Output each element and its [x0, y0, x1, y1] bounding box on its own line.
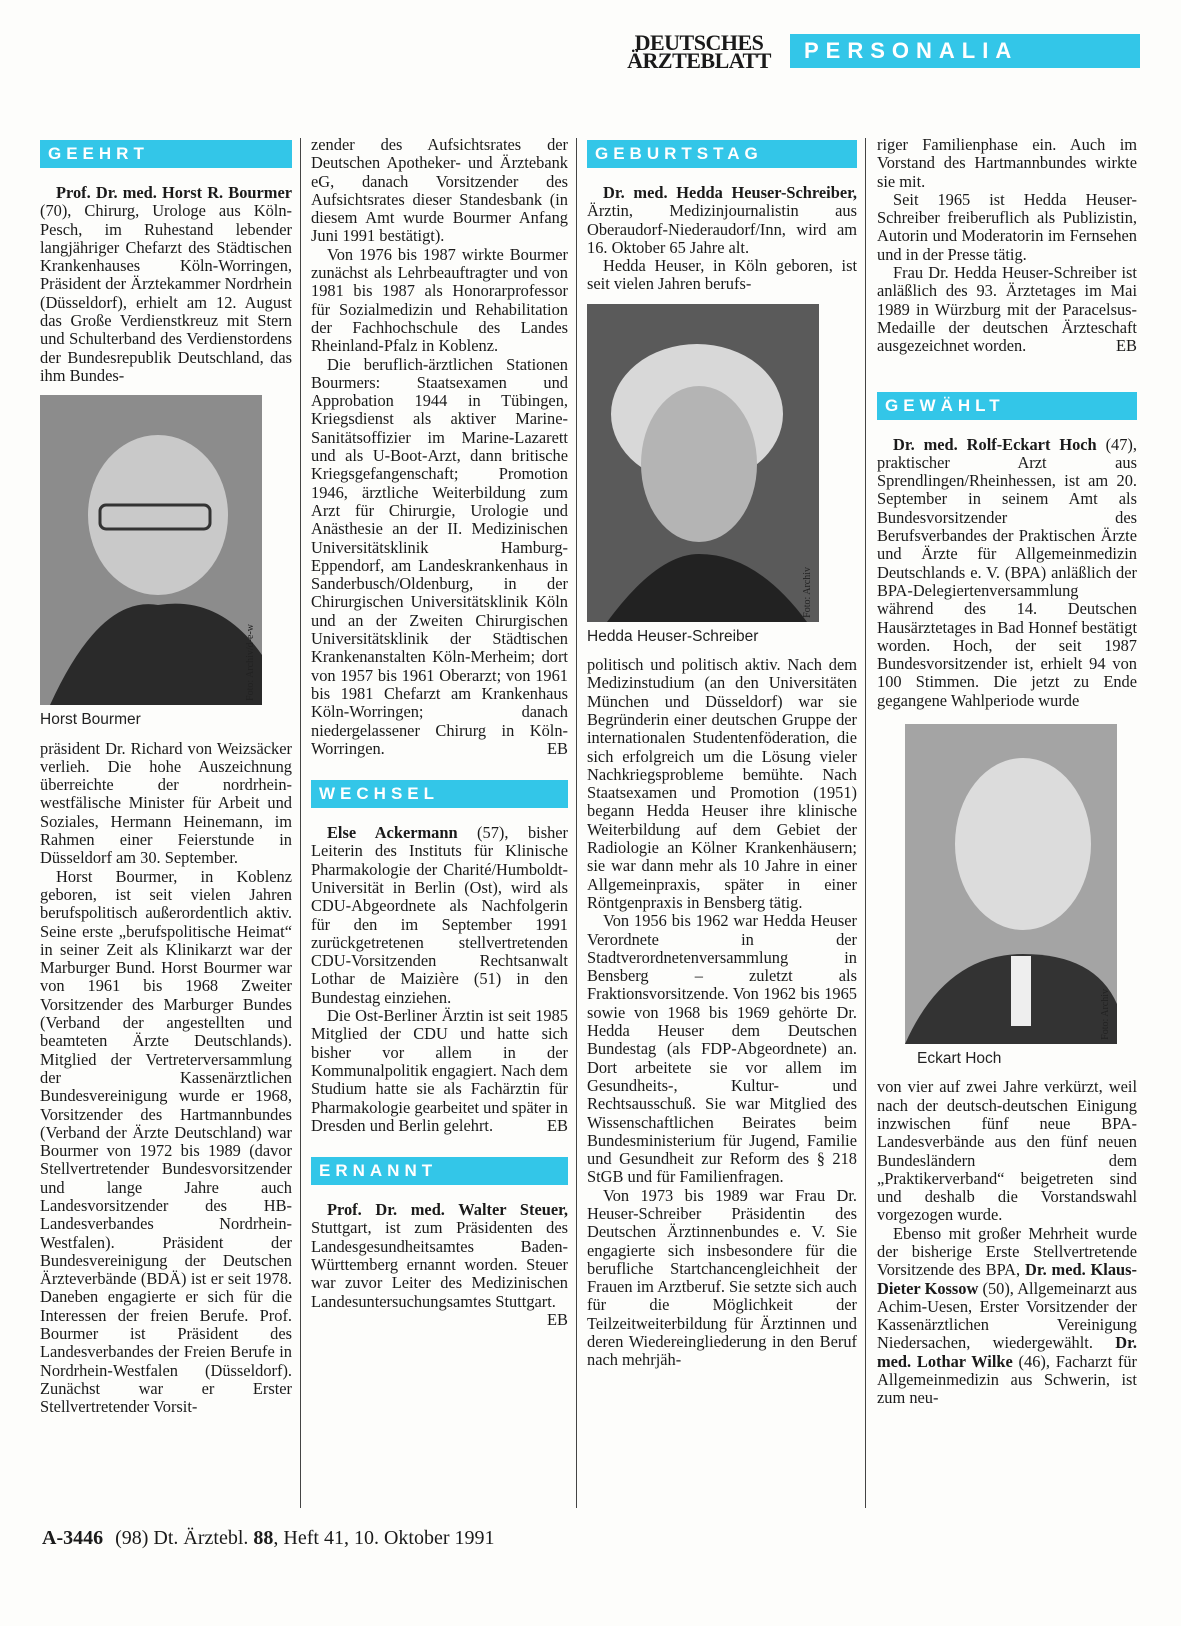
- paragraph: Else Ackermann (57), bisher Leiterin des Instituts für Klinische Pharmakologie der Charité/Humboldt-Universität in Berlin (Ost), wird als CDU-Abgeordnete als Nachfolgerin für den im September 1991 zurückgetretenen stellvertretenden CDU-Vorsitzenden Rechtsanwalt Lothar de Maizière (51) in den Bundestag einziehen.: [311, 823, 568, 1007]
- person-name: Dr. med. Hedda Heuser-Schreiber,: [603, 183, 857, 202]
- portrait-photo-bourmer: [40, 395, 262, 705]
- page-footer: [42, 1527, 494, 1550]
- paragraph: Prof. Dr. med. Horst R. Bourmer (70), Chirurg, Urologe aus Köln-Pesch, im Ruhestand lebender langjähriger Chefarzt des Städtischen Krankenhauses Köln-Worringen, Präsident der Ärztekammer Nordrhein (Düsseldorf), erhielt am 12. August das Große Verdienstkreuz mit Stern und Schulterband des Verdienstordens der Bundesrepublik Deutschland, das ihm Bundes-: [40, 183, 292, 385]
- journal-logo: [608, 30, 790, 73]
- column-2: [311, 136, 568, 1329]
- column-divider: [300, 138, 301, 1508]
- paragraph: Frau Dr. Hedda Heuser-Schreiber ist anläßlich des 93. Ärztetages im Mai 1989 in Würzburg mit der Paracelsus-Medaille der deutschen Ärzteschaft ausgezeichnet worden. EB: [877, 263, 1137, 356]
- paragraph: Die Ost-Berliner Ärztin ist seit 1985 Mitglied der CDU und hatte sich bisher vor allem in der Kommunalpolitik engagiert. Nach dem Studium hatte sie als Fachärztin für Pharmakologie gearbeitet und später in Dresden und Berlin gelehrt. EB: [311, 1006, 568, 1135]
- section-title: PERSONALIA: [790, 34, 1140, 68]
- author-sign: EB: [547, 1115, 568, 1135]
- paragraph: Von 1956 bis 1962 war Hedda Heuser Verordnete in der Stadtverordnetenversammlung in Bensberg – zuletzt als Fraktionsvorsitzende. Von 1962 bis 1965 sowie von 1968 bis 1969 gehörte Dr. Hedda Heuser dem Deutschen Bundestag (als FDP-Abgeordnete) an. Dort arbeitete sie vor allem im Gesundheits-, Kultur- und Rechtsausschuß. Sie war Mitglied des Wissenschaftlichen Beirates beim Bundesministerium für Jugend, Familie und Gesundheit zur Reform des § 218 StGB und für Familienfragen.: [587, 911, 857, 1187]
- photo-credit: Foto: Archiv: [801, 566, 813, 618]
- portrait-image: [40, 395, 262, 705]
- paragraph: Von 1973 bis 1989 war Frau Dr. Heuser-Schreiber Präsidentin des Deutschen Ärztinnenbundes e. V. Sie engagierte sich insbesondere für die berufliche Startchancengleichheit der Frauen im Arztberuf. Sie setzte sich auch für die Möglichkeit der Teilzeitweiterbildung für Ärztinnen und deren Wiedereingliederung in den Beruf nach mehrjäh-: [587, 1185, 857, 1370]
- paragraph: Horst Bourmer, in Koblenz geboren, ist seit vielen Jahren berufspolitisch außerordentlich aktiv. Seine erste „berufspolitische Heimat“ in seiner Zeit als Klinikarzt war der Marburger Bund. Horst Bourmer war von 1961 bis 1968 Zweiter Vorsitzender des Marburger Bundes (Verband der angestellten und beamteten Ärzte Deutschlands). Mitglied der Vertreterversammlung der Kassenärztlichen Bundesvereinigung wurde er 1968, Vorsitzender des Hartmannbundes (Verband der Ärzte Deutschland) war Bourmer von 1972 bis 1989 (davor Stellvertretender Bundesvorsitzender und lange Jahre auch Landesvorsitzender des HB-Landesverbandes Nordrhein-Westfalen). Präsident der Bundesvereinigung der Deutschen Ärzteverbände (BDÄ) ist er seit 1978. Daneben engagierte er sich für die Interessen der freien Berufe. Prof. Bourmer ist Präsident des Landesverbandes der Freien Berufe in Nordrhein-Westfalen (Düsseldorf). Zunächst war er Erster Stellvertretender Vorsit-: [40, 866, 292, 1417]
- masthead: [600, 30, 1145, 74]
- column-1: [40, 140, 292, 1417]
- column-divider: [576, 138, 577, 1508]
- paragraph: Ebenso mit großer Mehrheit wurde der bisherige Erste Stellvertretende Vorsitzende des BPA, Dr. med. Klaus-Dieter Kossow (50), Allgemeinarzt aus Achim-Uesen, Erster Vorsitzender der Kassenärztlichen Vereinigung Niedersachen, wiedergewählt. Dr. med. Lothar Wilke (46), Facharzt für Allgemeinmedizin aus Schwerin, ist zum neu-: [877, 1223, 1137, 1408]
- paragraph: Dr. med. Rolf-Eckart Hoch (47), praktischer Arzt aus Sprendlingen/Rheinhessen, ist am 20. September in seinem Amt als Bundesvorsitzender des Berufsverbandes der Praktischen Ärzte und Ärzte für Allgemeinmedizin Deutschlands e. V. (BPA) anläßlich der BPA-Delegiertenversammlung während des 14. Deutschen Hausärztetages in Bad Honnef bestätigt worden. Hoch, der seit 1987 Bundesvorsitzender ist, erhielt 94 von 100 Stimmen. Die jetzt zu Ende gegangene Wahlperiode wurde: [877, 434, 1137, 710]
- person-name: Else Ackermann: [327, 823, 458, 843]
- paragraph: von vier auf zwei Jahre verkürzt, weil nach der deutsch-deutschen Einigung inzwischen fünf neue BPA-Landesverbände aus den fünf neuen Bundesländern dem „Praktikerverband“ beigetreten sind und deshalb die Vorstandswahl vorgezogen wurde.: [877, 1077, 1137, 1225]
- paragraph: politisch und politisch aktiv. Nach dem Medizinstudium (an den Universitäten München und Düsseldorf) war sie Begründerin einer deutschen Gruppe der internationalen Studentenföderation, die sich erfolgreich um die Lösung vieler Nachkriegsprobleme bemühte. Nach Staatsexamen und Promotion (1951) begann Hedda Heuser ihre klinische Weiterbildung auf dem Gebiet der Radiologie an Kölner Krankenhäusern; sie war dann mehr als 10 Jahre in einer Allgemeinpraxis, später in einer Röntgenpraxis in Bensberg tätig.: [587, 655, 857, 912]
- person-name: Prof. Dr. med. Walter Steuer,: [327, 1200, 568, 1220]
- section-header-wechsel: WECHSEL: [311, 780, 568, 808]
- person-name: Dr. med. Klaus-Dieter Kossow: [877, 1260, 1137, 1298]
- author-sign: EB: [547, 738, 568, 758]
- section-header-geburtstag: GEBURTSTAG: [587, 140, 857, 168]
- brand-line-2: ÄRZTEBLATT: [627, 48, 771, 73]
- section-header-ernannt: ERNANNT: [311, 1157, 568, 1185]
- volume-number: 88: [253, 1527, 274, 1549]
- photo-credit: Foto: Archiv: [1099, 989, 1111, 1041]
- paragraph: Die beruflich-ärztlichen Stationen Bourmers: Staatsexamen und Approbation 1944 in Tübingen, Kriegsdienst als aktiver Marine-Sanitätsoffizier im Marine-Lazarett und als U-Boot-Arzt, dann britische Kriegsgefangenschaft; Promotion 1946, ärztliche Weiterbildung zum Arzt für Chirurgie, Urologie und Anästhesie an der II. Medizinischen Universitätsklinik Hamburg-Eppendorf, am Landeskrankenhaus in Sanderbusch/Oldenburg, in der Chirurgischen Universitätsklinik Köln und an der Zweiten Chirurgischen Universitätsklinik der Städtischen Krankenanstalten Köln-Merheim; dort von 1957 bis 1961 Oberarzt; von 1961 bis 1981 Chefarzt am Krankenhaus Köln-Worringen; danach niedergelassener Chirurg in Köln-Worringen. EB: [311, 354, 568, 758]
- citation: (98) Dt. Ärztebl.: [115, 1527, 254, 1549]
- paragraph: Prof. Dr. med. Walter Steuer, Stuttgart, ist zum Präsidenten des Landesgesundheitsamtes Baden-Württemberg ernannt worden. Steuer war zuvor Leiter des Medizinischen Landesuntersuchungsamtes Stuttgart. EB: [311, 1200, 568, 1329]
- brand-line-1: DEUTSCHES: [634, 30, 764, 55]
- section-header-gewaehlt: GEWÄHLT: [877, 392, 1137, 420]
- column-3: [587, 140, 857, 1370]
- paragraph: Hedda Heuser, in Köln geboren, ist seit vielen Jahren berufs-: [587, 256, 857, 294]
- photo-caption: Hedda Heuser-Schreiber: [587, 627, 759, 645]
- paragraph: präsident Dr. Richard von Weizsäcker verlieh. Die hohe Auszeichnung überreichte der nordrhein-westfälische Minister für Arbeit und Soziales, Hermann Heinemann, im Rahmen einer Feierstunde in Düsseldorf am 30. September.: [40, 738, 292, 868]
- column-4: [877, 136, 1137, 1408]
- portrait-photo-heuser: [587, 304, 819, 622]
- paragraph: zender des Aufsichtsrates der Deutschen Apotheker- und Ärztebank eG, danach Vorsitzender des Aufsichtsrates dieser Standesbank (in diesem Amt wurde Bourmer Anfang Juni 1991 bestätigt).: [311, 135, 568, 246]
- author-sign: EB: [547, 1309, 568, 1329]
- person-name: Dr. med. Lothar Wilke: [877, 1333, 1137, 1371]
- photo-caption: Eckart Hoch: [917, 1050, 1002, 1068]
- author-sign: EB: [1116, 336, 1137, 356]
- page-number: A-3446: [42, 1527, 104, 1549]
- portrait-image: [587, 304, 819, 622]
- person-name: Dr. med. Rolf-Eckart Hoch: [893, 434, 1097, 454]
- portrait-photo-hoch: [905, 724, 1117, 1044]
- paragraph: Seit 1965 ist Hedda Heuser-Schreiber freiberuflich als Publizistin, Autorin und Moderatorin im Fernsehen und in der Presse tätig.: [877, 189, 1137, 264]
- paragraph: Dr. med. Hedda Heuser-Schreiber, Ärztin, Medizinjournalistin aus Oberaudorf-Niederaudorf/Inn, wird am 16. Oktober 65 Jahre alt.: [587, 183, 857, 257]
- section-header-geehrt: GEEHRT: [40, 140, 292, 168]
- paragraph: Von 1976 bis 1987 wirkte Bourmer zunächst als Lehrbeauftragter und von 1981 bis 1987 als Honorarprofessor für Sozialmedizin und Rehabilitation der Fachhochschule des Landes Rheinland-Pfalz in Koblenz.: [311, 244, 568, 356]
- portrait-image: [905, 724, 1117, 1044]
- photo-credit: Foto: Archiv/d-e-w: [244, 624, 256, 702]
- person-name: Prof. Dr. med. Horst R. Bourmer: [56, 183, 292, 202]
- paragraph: riger Familienphase ein. Auch im Vorstand des Hartmannbundes wirkte sie mit.: [877, 135, 1137, 191]
- photo-caption: Horst Bourmer: [40, 711, 141, 729]
- citation-issue: , Heft 41, 10. Oktober 1991: [273, 1527, 495, 1549]
- column-divider: [865, 138, 866, 1508]
